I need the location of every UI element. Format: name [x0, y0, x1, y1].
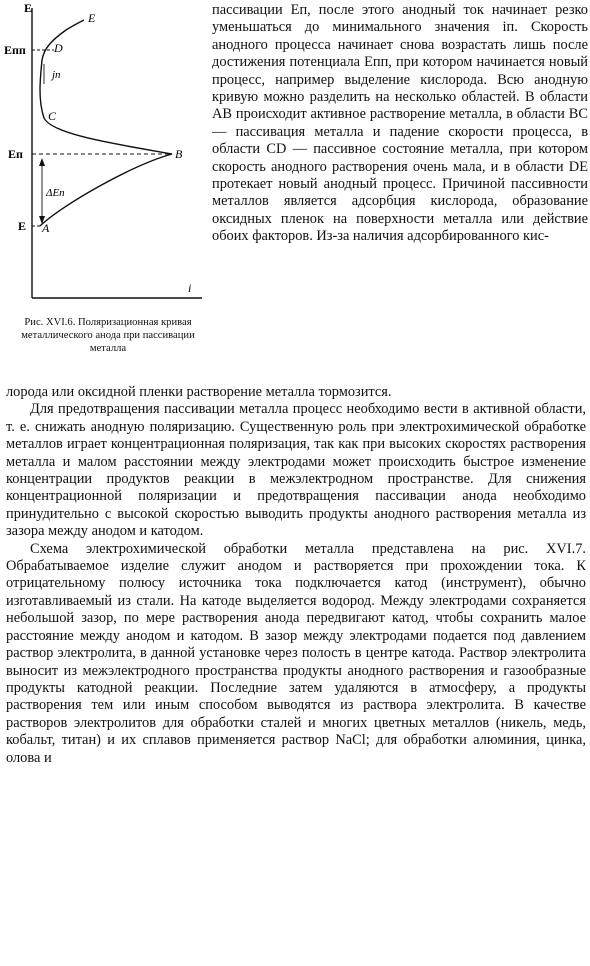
polarization-curve-diagram: [2, 0, 210, 312]
paragraph-processing-scheme: Схема электрохимической обработки металла представлена на рис. XVI.7. Обрабатываемое изделие служит анодом и растворяется при прохождении тока. К отрицательному полюсу источника тока подключается катод (инструмент), обычно изготавливаемый из стали. На катоде выделяется водород. Между электродами сохраняется небольшой зазор, по мере растворения анода передвигают катод, чтобы сохранить малое расстояние между анодом и катодом. В зазор между электродами подается под давлением раствор электролита, в данной установке через полость в центре катода. Раствор электролита выносит из межэлектродного пространства продукты анодного растворения и газообразные продукты катодной реакции. Последние затем удаляются в атмосферу, а продукты растворения тем или иным способом выводятся из раствора электролита. В качестве растворов электролитов для обработки сталей и многих цветных металлов (никель, медь, кобальт, титан) и их сплавов применяется раствор NaCl; для обработки алюминия, цинка, олова и: [6, 540, 586, 766]
point-e: E: [88, 11, 96, 25]
polarization-figure: [2, 0, 210, 380]
side-column-text: [212, 2, 588, 246]
paragraph-passivation-prevention: Для предотвращения пассивации металла процесс необходимо вести в активной области, т. е. снижать анодную поляризацию. Существенную роль при электрохимической обработке металлов играет концентрационная поляризация, так как при высоких скоростях растворения металла и малом расстоянии между электродами может происходить быстрое изменение концентрации продуктов реакции в межэлектродном пространстве. Для снижения концентрационной поляризации и предотвращения пассивации анода необходимо принудительно с высокой скоростью выводить продукты анодного растворения металла из зазора между анодом и катодом.: [6, 401, 586, 540]
point-a: A: [42, 221, 50, 235]
label-jn: jп: [52, 69, 61, 81]
label-en: Eп: [8, 147, 23, 161]
side-paragraph: пассивации Eп, после этого анодный ток начинает резко уменьшаться до минимального значения iп. Скорость анодного процесса начинает снова возрастать лишь после достижения потенциала Eпп, при котором начинается новый процесс, например выделение кислорода. Всю анодную кривую можно разделить на несколько областей. В области AB происходит активное растворение металла, в области BC — пассивация металла и падение скорости процесса, в области CD — пассивное состояние металла, при котором скорость анодного растворения очень мала, и в области DE протекает новый анодный процесс. Причиной пассивности металлов является адсорбция кислорода, образование оксидных пленок на поверхности металла или действие обоих факторов. Из-за наличия адсорбированного кис-: [212, 2, 588, 245]
delta-en-arrow-up: [39, 158, 45, 166]
point-d: D: [54, 41, 63, 55]
paragraph-continuation: лорода или оксидной пленки растворение металла тормозится.: [6, 384, 392, 400]
point-c: C: [48, 109, 57, 123]
axis-y-label: E: [24, 1, 33, 15]
figure-caption: Рис. XVI.6. Поляризационная кривая металлического анода при пассивации металла: [21, 317, 195, 354]
label-enn: Eпп: [4, 43, 26, 57]
point-b: B: [175, 147, 183, 161]
axis-x-label: i: [188, 281, 192, 295]
main-text: [6, 384, 586, 767]
label-e: E: [18, 219, 27, 233]
label-delta-en: ΔEп: [46, 187, 65, 199]
